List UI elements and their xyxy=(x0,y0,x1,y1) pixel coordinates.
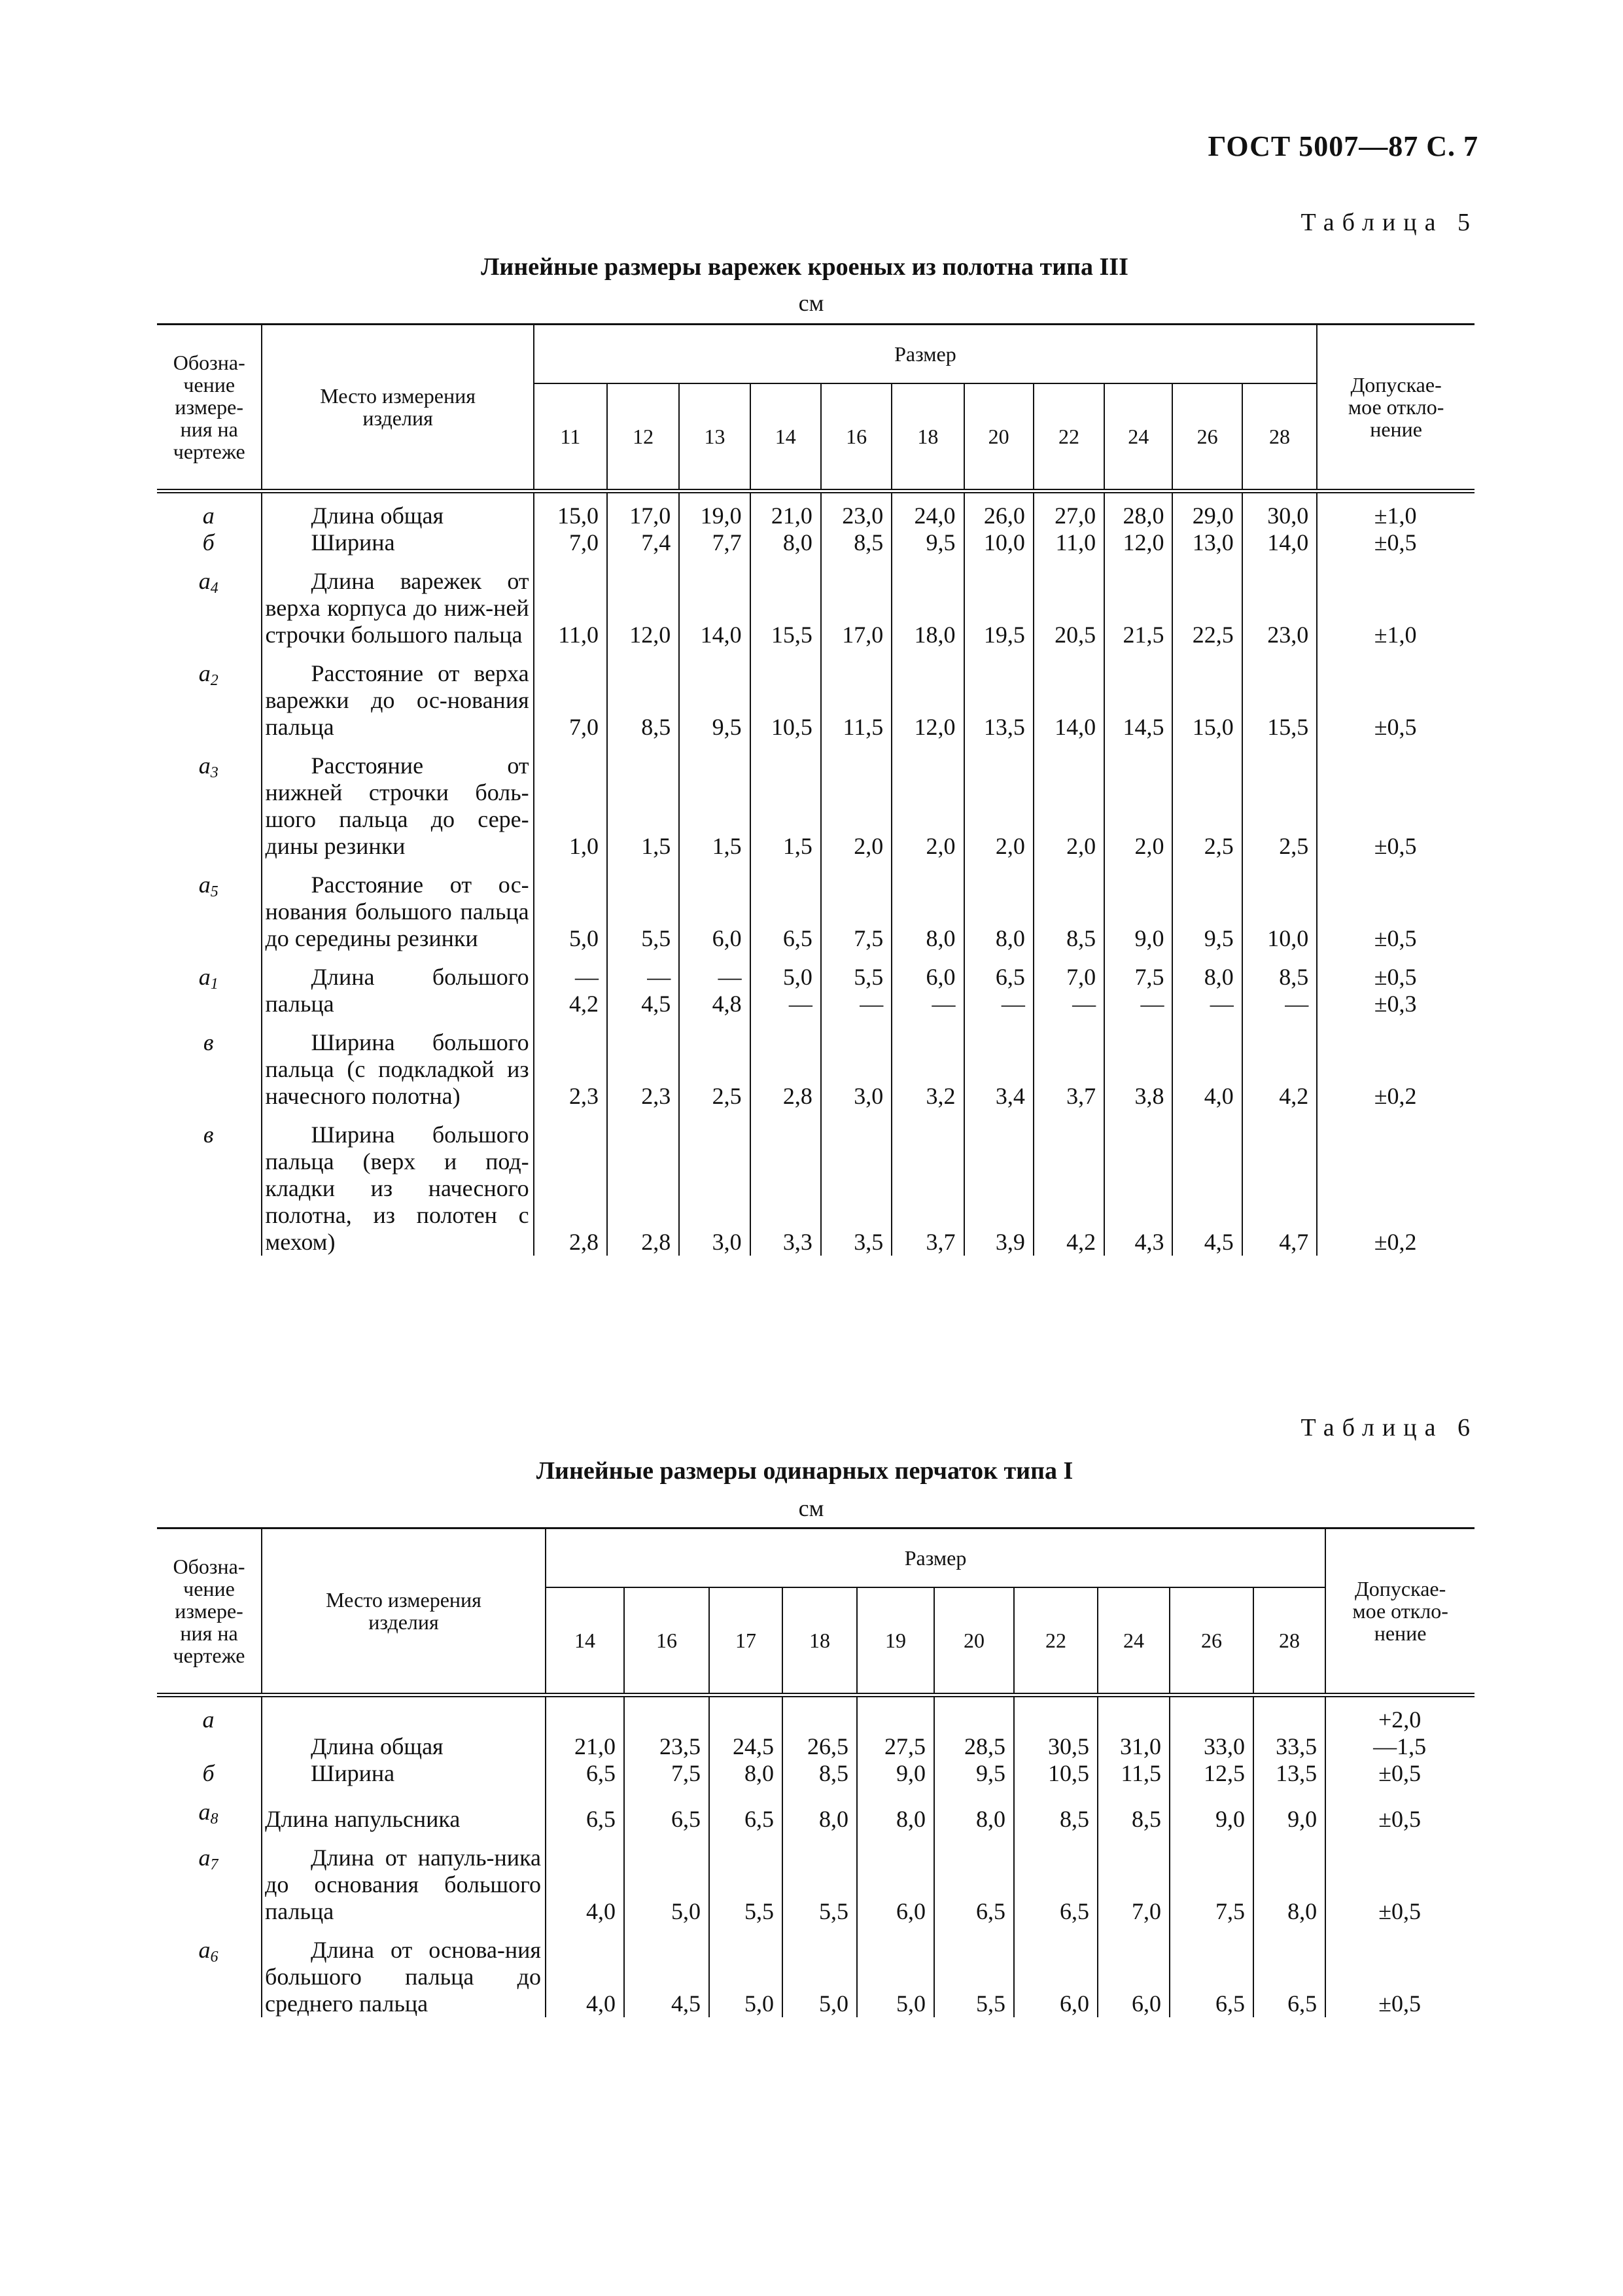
size-header: 13 xyxy=(679,383,750,491)
table6 xyxy=(157,1527,1475,2017)
size-value: 30,0 xyxy=(1242,491,1317,530)
tolerance: ±1,0 xyxy=(1317,491,1475,530)
size-header: 18 xyxy=(892,383,964,491)
size-value: 2,0 xyxy=(1104,741,1172,860)
size-value: 12,0 xyxy=(1104,529,1172,556)
size-value: 1,5 xyxy=(679,741,750,860)
designation: б xyxy=(202,1760,215,1786)
size-value: 6,5 xyxy=(546,1787,624,1833)
size-value: 8,5 xyxy=(782,1760,857,1787)
size-value: 7,5 xyxy=(1170,1833,1253,1925)
size-value: — 4,2 xyxy=(534,952,607,1017)
size-value: 7,0 xyxy=(534,648,607,741)
size-value: 19,5 xyxy=(964,556,1034,648)
size-value: 7,5 xyxy=(624,1760,709,1787)
size-value: 8,5 xyxy=(1034,860,1104,952)
designation: $а_2$ xyxy=(198,660,218,689)
size-value: 9,0 xyxy=(1253,1787,1325,1833)
size-value: 4,2 xyxy=(1242,1017,1317,1110)
table5 xyxy=(157,323,1475,1256)
size-value: 15,0 xyxy=(1172,648,1242,741)
table5-label: Таблица 5 xyxy=(1300,209,1478,236)
table-row xyxy=(157,1787,1475,1833)
header-row xyxy=(157,325,1475,384)
tolerance: ±0,2 xyxy=(1317,1110,1475,1256)
tolerance: ±0,5 xyxy=(1325,1925,1475,2017)
size-value: 9,0 xyxy=(1170,1787,1253,1833)
size-value: 8,0 xyxy=(892,860,964,952)
size-value: 2,0 xyxy=(964,741,1034,860)
table-row xyxy=(157,741,1475,860)
size-value: 5,0 xyxy=(624,1833,709,1925)
size-header: 17 xyxy=(709,1587,782,1695)
size-value: 4,2 xyxy=(1034,1110,1104,1256)
measurement-place: Ширина большого пальца (с подкладкой из начесного полотна) xyxy=(262,1017,533,1110)
size-value: 21,5 xyxy=(1104,556,1172,648)
size-header: 16 xyxy=(821,383,892,491)
size-value: 2,0 xyxy=(821,741,892,860)
measurement-place: Ширина большого пальца (верх и под-кладки из начесного полотна, из полотен с мехом) xyxy=(262,1110,533,1256)
size-value: 24,5 xyxy=(709,1695,782,1761)
size-value: 10,5 xyxy=(750,648,821,741)
size-value: 5,5 — xyxy=(821,952,892,1017)
size-value: 33,0 xyxy=(1170,1695,1253,1761)
designation: $а_6$ xyxy=(198,1937,218,1966)
designation: б xyxy=(202,529,215,556)
size-value: 8,0 xyxy=(1253,1833,1325,1925)
size-value: 27,5 xyxy=(857,1695,934,1761)
header-tolerance: Допускае- мое откло- нение xyxy=(1325,1528,1475,1695)
size-value: 8,0 — xyxy=(1172,952,1242,1017)
size-value: 28,0 xyxy=(1104,491,1172,530)
size-value: 8,5 xyxy=(607,648,679,741)
size-header: 26 xyxy=(1172,383,1242,491)
tolerance: ±0,5 xyxy=(1317,860,1475,952)
size-value: 14,0 xyxy=(1034,648,1104,741)
size-value: 1,5 xyxy=(750,741,821,860)
size-value: 6,0 xyxy=(679,860,750,952)
designation: в xyxy=(203,1122,214,1148)
size-value: 2,0 xyxy=(892,741,964,860)
size-value: 9,5 xyxy=(679,648,750,741)
size-value: 15,5 xyxy=(1242,648,1317,741)
size-value: 12,0 xyxy=(607,556,679,648)
tolerance: ±1,0 xyxy=(1317,556,1475,648)
measurement-place: Длина общая xyxy=(262,1695,546,1761)
size-value: 4,3 xyxy=(1104,1110,1172,1256)
size-value: 3,5 xyxy=(821,1110,892,1256)
table-row xyxy=(157,648,1475,741)
size-value: 7,0 xyxy=(1098,1833,1170,1925)
tolerance: ±0,5 xyxy=(1325,1833,1475,1925)
tolerance: ±0,2 xyxy=(1317,1017,1475,1110)
tolerance: ±0,5 ±0,3 xyxy=(1317,952,1475,1017)
size-value: 11,0 xyxy=(534,556,607,648)
size-value: 11,5 xyxy=(1098,1760,1170,1787)
size-header: 20 xyxy=(934,1587,1014,1695)
size-value: 22,5 xyxy=(1172,556,1242,648)
size-value: — 4,8 xyxy=(679,952,750,1017)
size-value: 26,5 xyxy=(782,1695,857,1761)
size-value: 7,0 — xyxy=(1034,952,1104,1017)
size-header: 14 xyxy=(546,1587,624,1695)
size-value: 14,0 xyxy=(679,556,750,648)
size-value: 8,0 xyxy=(964,860,1034,952)
size-value: 10,0 xyxy=(964,529,1034,556)
size-value: 8,5 — xyxy=(1242,952,1317,1017)
tolerance: ±0,5 xyxy=(1317,648,1475,741)
designation: $а_5$ xyxy=(198,872,218,900)
header-oboz: Обозна- чение измере- ния на чертеже xyxy=(157,325,262,491)
header-razmer: Размер xyxy=(534,325,1318,384)
header-razmer: Размер xyxy=(546,1528,1325,1588)
tolerance: ±0,5 xyxy=(1317,741,1475,860)
size-value: 8,5 xyxy=(821,529,892,556)
size-value: 13,5 xyxy=(1253,1760,1325,1787)
size-value: 7,7 xyxy=(679,529,750,556)
size-value: 3,0 xyxy=(821,1017,892,1110)
size-value: 12,0 xyxy=(892,648,964,741)
size-value: 3,9 xyxy=(964,1110,1034,1256)
size-header: 28 xyxy=(1253,1587,1325,1695)
size-value: 2,3 xyxy=(607,1017,679,1110)
size-value: 20,5 xyxy=(1034,556,1104,648)
table6-label: Таблица 6 xyxy=(1300,1414,1478,1441)
designation: $а_8$ xyxy=(198,1799,218,1828)
size-value: 9,0 xyxy=(1104,860,1172,952)
size-value: 8,0 xyxy=(857,1787,934,1833)
size-value: 4,5 xyxy=(624,1925,709,2017)
size-value: 3,8 xyxy=(1104,1017,1172,1110)
size-header: 24 xyxy=(1098,1587,1170,1695)
size-value: 12,5 xyxy=(1170,1760,1253,1787)
size-value: 23,0 xyxy=(821,491,892,530)
size-header: 22 xyxy=(1034,383,1104,491)
size-value: 5,0 xyxy=(709,1925,782,2017)
table-row xyxy=(157,1833,1475,1925)
size-header: 28 xyxy=(1242,383,1317,491)
size-value: 5,5 xyxy=(782,1833,857,1925)
table5-title: Линейные размеры варежек кроеных из полотна типа III xyxy=(481,253,1128,281)
size-value: 2,8 xyxy=(750,1017,821,1110)
header-oboz: Обозна- чение измере- ния на чертеже xyxy=(157,1528,262,1695)
tolerance: ±0,5 xyxy=(1325,1787,1475,1833)
size-value: 6,0 xyxy=(857,1833,934,1925)
size-value: 3,7 xyxy=(892,1110,964,1256)
size-header: 14 xyxy=(750,383,821,491)
table6-title: Линейные размеры одинарных перчаток типа I xyxy=(536,1457,1073,1485)
measurement-place: Длина от напуль-ника до основания большого пальца xyxy=(262,1833,546,1925)
size-value: 21,0 xyxy=(750,491,821,530)
size-value: 4,0 xyxy=(546,1833,624,1925)
size-value: 6,0 — xyxy=(892,952,964,1017)
size-value: 2,5 xyxy=(1242,741,1317,860)
size-value: 8,0 xyxy=(750,529,821,556)
size-value: 7,4 xyxy=(607,529,679,556)
size-value: 23,0 xyxy=(1242,556,1317,648)
size-value: — 4,5 xyxy=(607,952,679,1017)
size-value: 13,0 xyxy=(1172,529,1242,556)
size-value: 5,5 xyxy=(934,1925,1014,2017)
size-value: 4,0 xyxy=(546,1925,624,2017)
size-value: 10,0 xyxy=(1242,860,1317,952)
size-value: 8,5 xyxy=(1098,1787,1170,1833)
size-header: 16 xyxy=(624,1587,709,1695)
size-value: 2,8 xyxy=(607,1110,679,1256)
size-value: 3,4 xyxy=(964,1017,1034,1110)
size-header: 22 xyxy=(1014,1587,1098,1695)
size-value: 6,5 xyxy=(934,1833,1014,1925)
measurement-place: Ширина xyxy=(262,529,533,556)
table-row xyxy=(157,1695,1475,1761)
size-value: 8,0 xyxy=(782,1787,857,1833)
size-value: 13,5 xyxy=(964,648,1034,741)
size-value: 14,5 xyxy=(1104,648,1172,741)
header-row xyxy=(157,1528,1475,1588)
size-value: 6,5 — xyxy=(964,952,1034,1017)
page-header: ГОСТ 5007—87 С. 7 xyxy=(1208,130,1478,162)
size-value: 26,0 xyxy=(964,491,1034,530)
size-value: 6,5 xyxy=(1253,1925,1325,2017)
measurement-place: Ширина xyxy=(262,1760,546,1787)
size-value: 11,5 xyxy=(821,648,892,741)
size-value: 5,0 xyxy=(782,1925,857,2017)
size-value: 6,5 xyxy=(546,1760,624,1787)
size-value: 17,0 xyxy=(821,556,892,648)
table-row xyxy=(157,860,1475,952)
size-value: 17,0 xyxy=(607,491,679,530)
measurement-place: Длина напульсника xyxy=(262,1787,546,1833)
table-row xyxy=(157,1110,1475,1256)
size-value: 33,5 xyxy=(1253,1695,1325,1761)
size-value: 14,0 xyxy=(1242,529,1317,556)
size-value: 8,5 xyxy=(1014,1787,1098,1833)
tolerance: +2,0 —1,5 xyxy=(1325,1695,1475,1761)
table-row xyxy=(157,556,1475,648)
size-header: 19 xyxy=(857,1587,934,1695)
measurement-place: Длина общая xyxy=(262,491,533,530)
measurement-place: Расстояние от нижней строчки боль-шого пальца до сере-дины резинки xyxy=(262,741,533,860)
table-row xyxy=(157,952,1475,1017)
size-value: 2,3 xyxy=(534,1017,607,1110)
measurement-place: Расстояние от верха варежки до ос-нования пальца xyxy=(262,648,533,741)
size-value: 9,5 xyxy=(892,529,964,556)
size-value: 28,5 xyxy=(934,1695,1014,1761)
header-place: Место измерения изделия xyxy=(262,1528,546,1695)
size-header: 12 xyxy=(607,383,679,491)
size-value: 1,0 xyxy=(534,741,607,860)
tolerance: ±0,5 xyxy=(1317,529,1475,556)
measurement-place: Длина большого пальца xyxy=(262,952,533,1017)
designation: $а_7$ xyxy=(198,1845,218,1873)
size-value: 11,0 xyxy=(1034,529,1104,556)
measurement-place: Расстояние от ос-нования большого пальца до середины резинки xyxy=(262,860,533,952)
size-value: 6,5 xyxy=(1170,1925,1253,2017)
designation: $а_3$ xyxy=(198,752,218,781)
table-row xyxy=(157,529,1475,556)
size-header: 18 xyxy=(782,1587,857,1695)
size-value: 15,5 xyxy=(750,556,821,648)
designation: а xyxy=(202,1706,215,1733)
size-value: 21,0 xyxy=(546,1695,624,1761)
size-value: 24,0 xyxy=(892,491,964,530)
table-row xyxy=(157,1760,1475,1787)
size-value: 8,0 xyxy=(934,1787,1014,1833)
size-value: 6,5 xyxy=(624,1787,709,1833)
size-value: 30,5 xyxy=(1014,1695,1098,1761)
size-header: 20 xyxy=(964,383,1034,491)
size-value: 9,0 xyxy=(857,1760,934,1787)
table-row xyxy=(157,491,1475,530)
size-value: 6,0 xyxy=(1014,1925,1098,2017)
designation: $а_1$ xyxy=(198,964,218,993)
designation: а xyxy=(202,503,215,529)
size-value: 18,0 xyxy=(892,556,964,648)
size-header: 26 xyxy=(1170,1587,1253,1695)
size-value: 8,0 xyxy=(709,1760,782,1787)
size-value: 3,3 xyxy=(750,1110,821,1256)
size-value: 10,5 xyxy=(1014,1760,1098,1787)
size-value: 2,8 xyxy=(534,1110,607,1256)
designation: в xyxy=(203,1029,214,1055)
size-value: 7,0 xyxy=(534,529,607,556)
measurement-place: Длина от основа-ния большого пальца до среднего пальца xyxy=(262,1925,546,2017)
size-header: 11 xyxy=(534,383,607,491)
size-value: 2,5 xyxy=(1172,741,1242,860)
size-value: 6,5 xyxy=(750,860,821,952)
size-value: 2,5 xyxy=(679,1017,750,1110)
size-value: 27,0 xyxy=(1034,491,1104,530)
size-value: 9,5 xyxy=(934,1760,1014,1787)
table6-unit: см xyxy=(798,1495,824,1521)
header-tolerance: Допускае- мое откло- нение xyxy=(1317,325,1475,491)
size-value: 29,0 xyxy=(1172,491,1242,530)
size-value: 6,5 xyxy=(1014,1833,1098,1925)
size-value: 7,5 — xyxy=(1104,952,1172,1017)
size-value: 5,0 xyxy=(857,1925,934,2017)
size-value: 4,7 xyxy=(1242,1110,1317,1256)
size-value: 4,5 xyxy=(1172,1110,1242,1256)
size-value: 3,2 xyxy=(892,1017,964,1110)
size-value: 6,0 xyxy=(1098,1925,1170,2017)
header-place: Место измерения изделия xyxy=(262,325,533,491)
size-value: 5,0 — xyxy=(750,952,821,1017)
size-value: 31,0 xyxy=(1098,1695,1170,1761)
size-value: 9,5 xyxy=(1172,860,1242,952)
size-value: 7,5 xyxy=(821,860,892,952)
tolerance: ±0,5 xyxy=(1325,1760,1475,1787)
size-value: 3,7 xyxy=(1034,1017,1104,1110)
size-value: 15,0 xyxy=(534,491,607,530)
size-value: 5,5 xyxy=(709,1833,782,1925)
size-value: 2,0 xyxy=(1034,741,1104,860)
measurement-place: Длина варежек от верха корпуса до ниж-ней строчки большого пальца xyxy=(262,556,533,648)
size-header: 24 xyxy=(1104,383,1172,491)
designation: $а_4$ xyxy=(198,568,218,597)
size-value: 5,5 xyxy=(607,860,679,952)
size-value: 5,0 xyxy=(534,860,607,952)
size-value: 6,5 xyxy=(709,1787,782,1833)
size-value: 23,5 xyxy=(624,1695,709,1761)
size-value: 3,0 xyxy=(679,1110,750,1256)
table-row xyxy=(157,1017,1475,1110)
table-row xyxy=(157,1925,1475,2017)
size-value: 1,5 xyxy=(607,741,679,860)
table5-unit: см xyxy=(798,290,824,316)
size-value: 4,0 xyxy=(1172,1017,1242,1110)
size-value: 19,0 xyxy=(679,491,750,530)
